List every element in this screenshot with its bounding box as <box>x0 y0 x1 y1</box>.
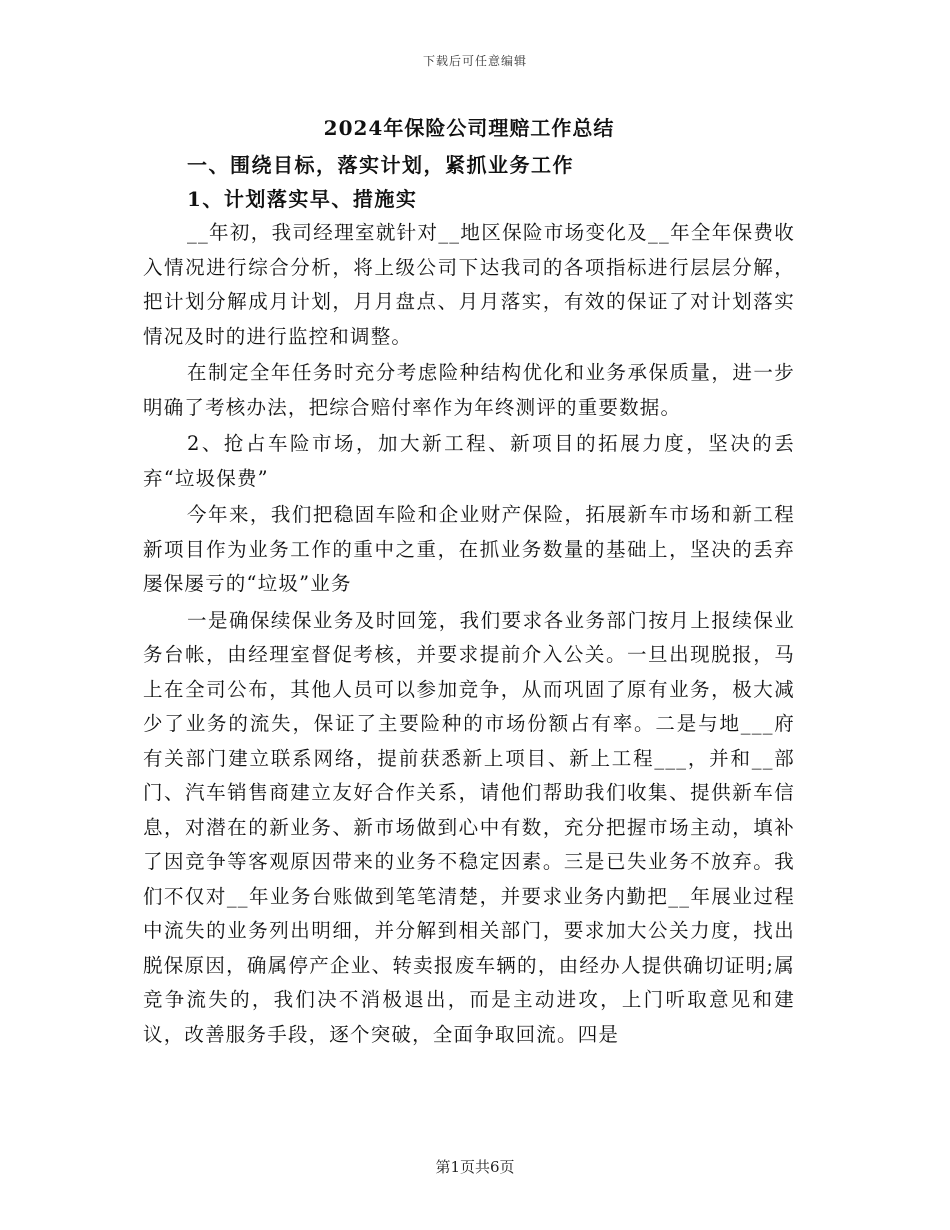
document-body <box>143 112 795 1052</box>
subsection-heading: 1、计划落实早、措施实 <box>187 187 418 211</box>
subsection-heading-inline: 2、抢占车险市场，加大新工程、新项目的拓展力度，坚决的丢弃“垃圾保费” <box>143 432 795 490</box>
page-header-note: 下载后可任意编辑 <box>422 54 527 68</box>
page-number: 第1页共6页 <box>435 1158 515 1176</box>
paragraph: __年初，我司经理室就针对__地区保险市场变化及__年全年保费收入情况进行综合分析，将上级公司下达我司的各项指标进行层层分解，把计划分解成月计划，月月盘点、月月落实，有效的保证了对计划落实情况及时的进行监控和调整。 <box>143 221 795 348</box>
document-title: 2024年保险公司理赔工作总结 <box>323 116 615 140</box>
paragraph: 今年来，我们把稳固车险和企业财产保险，拓展新车市场和新工程新项目作为业务工作的重中之重，在抓业务数量的基础上，坚决的丢弃屡保屡亏的“垃圾”业务 <box>143 503 795 595</box>
section-heading: 一、围绕目标，落实计划，紧抓业务工作 <box>187 153 574 177</box>
paragraph: 在制定全年任务时充分考虑险种结构优化和业务承保质量，进一步明确了考核办法，把综合赔付率作为年终测评的重要数据。 <box>143 361 795 419</box>
paragraph: 一是确保续保业务及时回笼，我们要求各业务部门按月上报续保业务台帐，由经理室督促考核，并要求提前介入公关。一旦出现脱报，马上在全司公布，其他人员可以参加竞争，从而巩固了原有业务，极大减少了业务的流失，保证了主要险种的市场份额占有率。二是与地___府有关部门建立联系网络，提前获悉新上项目、新上工程___，并和__部门、汽车销售商建立友好合作关系，请他们帮助我们收集、提供新车信息，对潜在的新业务、新市场做到心中有数，充分把握市场主动，填补了因竞争等客观原因带来的业务不稳定因素。三是已失业务不放弃。我们不仅对__年业务台账做到笔笔清楚，并要求业务内勤把__年展业过程中流失的业务列出明细，并分解到相关部门，要求加大公关力度，找出脱保原因，确属停产企业、转卖报废车辆的，由经办人提供确切证明;属竞争流失的，我们决不消极退出，而是主动进攻，上门听取意见和建议，改善服务手段，逐个突破，全面争取回流。四是 <box>143 608 795 1046</box>
